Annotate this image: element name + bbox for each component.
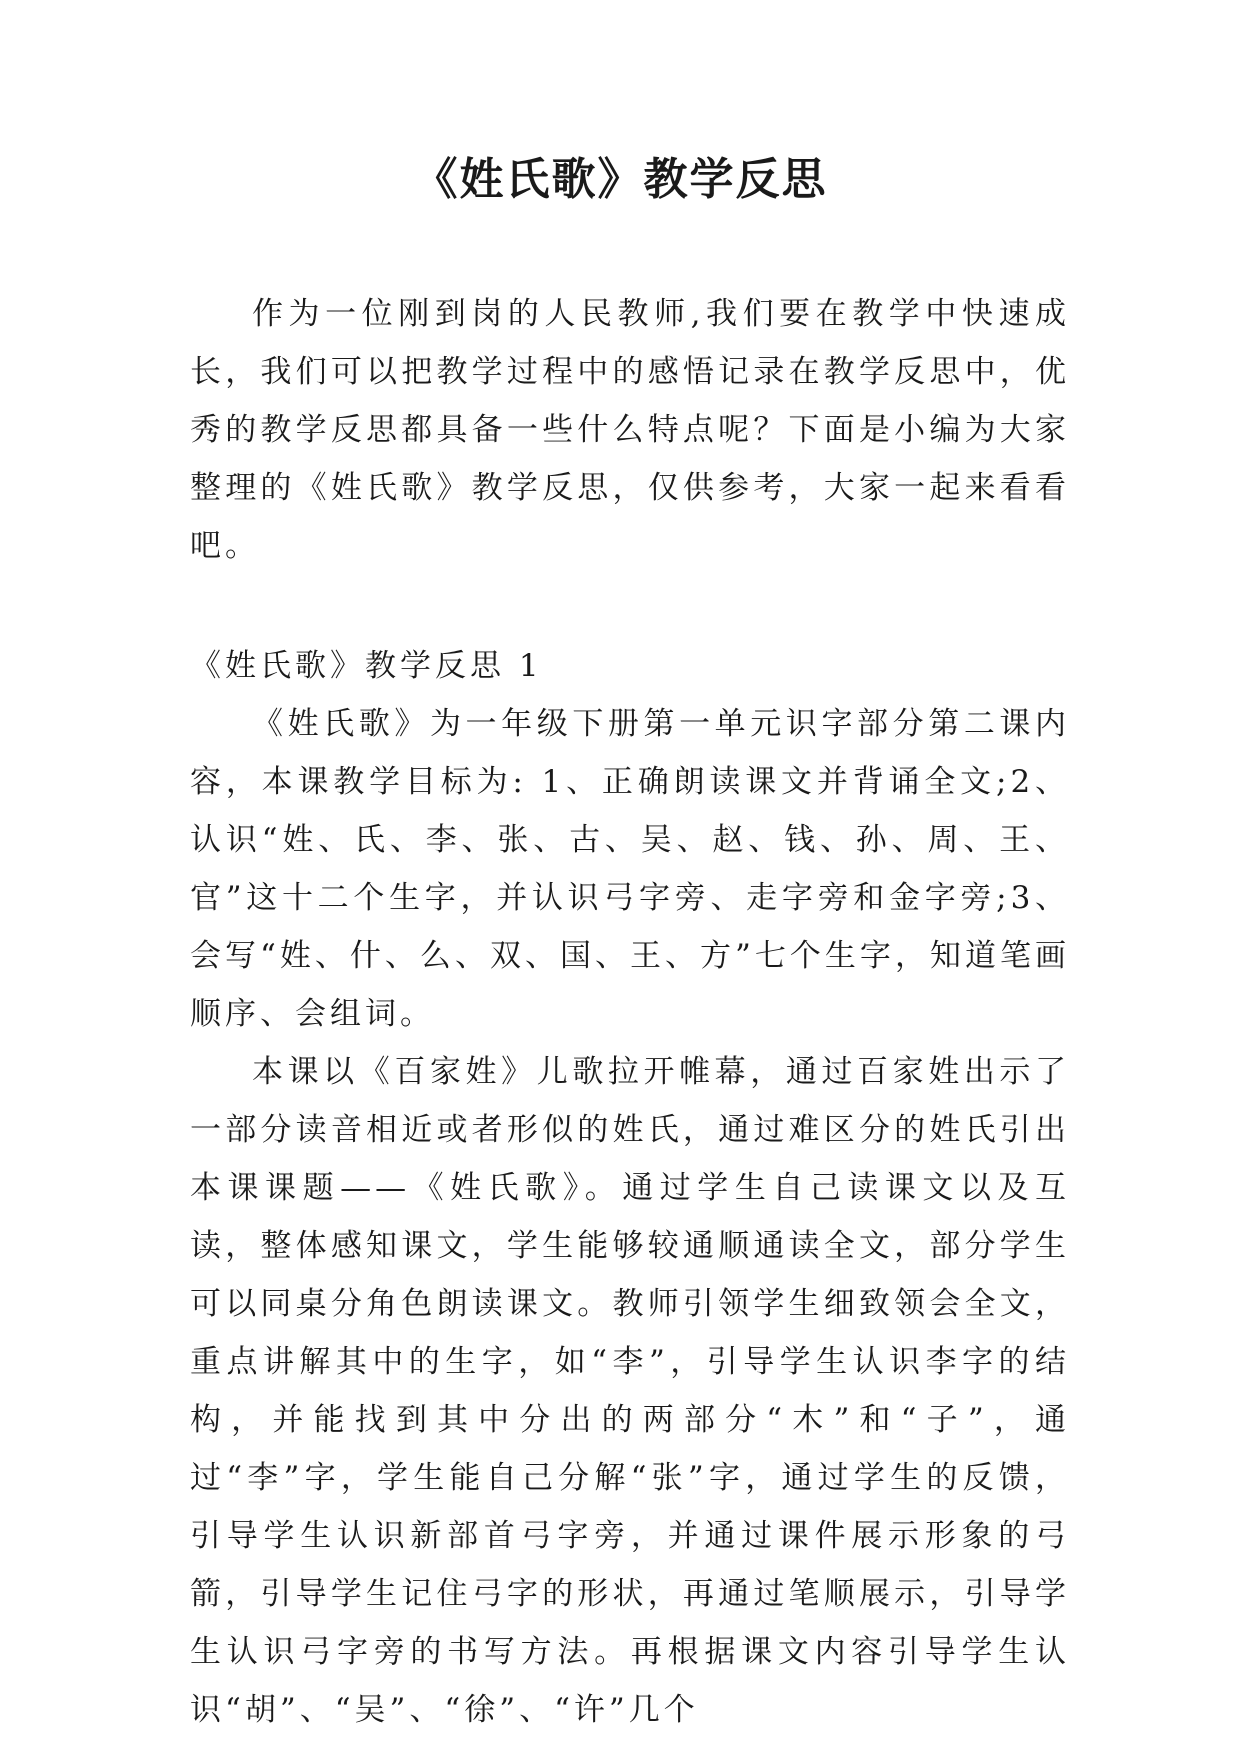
document-body xyxy=(190,285,1070,1739)
body-paragraph-1: 《姓氏歌》为一年级下册第一单元识字部分第二课内容，本课教学目标为: 1、正确朗读课文并背诵全文;2、认识“姓、氏、李、张、古、吴、赵、钱、孙、周、王、官”这十二个生字，并认识弓字旁、走字旁和金字旁;3、会写“姓、什、么、双、国、王、方”七个生字，知道笔画顺序、会组词。 xyxy=(190,706,1070,1032)
body-paragraph-2: 本课以《百家姓》儿歌拉开帷幕，通过百家姓出示了一部分读音相近或者形似的姓氏，通过难区分的姓氏引出本课课题——《姓氏歌》。通过学生自己读课文以及互读，整体感知课文，学生能够较通顺通读全文，部分学生可以同桌分角色朗读课文。教师引领学生细致领会全文，重点讲解其中的生字，如“李”，引导学生认识李字的结构，并能找到其中分出的两部分“木”和“子”，通过“李”字，学生能自己分解“张”字，通过学生的反馈，引导学生认识新部首弓字旁，并通过课件展示形象的弓箭，引导学生记住弓字的形状，再通过笔顺展示，引导学生认识弓字旁的书写方法。再根据课文内容引导学生认识“胡”、“吴”、“徐”、“许”几个 xyxy=(190,1054,1070,1728)
intro-paragraph: 作为一位刚到岗的人民教师,我们要在教学中快速成长，我们可以把教学过程中的感悟记录在教学反思中，优秀的教学反思都具备一些什么特点呢？下面是小编为大家整理的《姓氏歌》教学反思，仅供参考，大家一起来看看吧。 xyxy=(190,296,1070,564)
document-title: 《姓氏歌》教学反思 xyxy=(413,154,828,205)
section-heading: 《姓氏歌》教学反思 1 xyxy=(190,648,543,684)
